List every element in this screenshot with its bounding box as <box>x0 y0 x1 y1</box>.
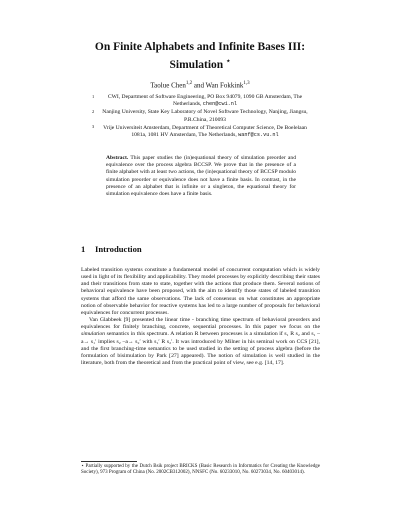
footnote-rule <box>81 461 137 462</box>
affiliations <box>92 94 310 140</box>
title-line-1: On Finite Alphabets and Infinite Bases III: <box>94 41 306 53</box>
author-1-affil: 1,2 <box>185 81 193 86</box>
footnote-mark: ⋆ <box>81 464 85 469</box>
section-number: 1 <box>81 244 86 254</box>
title-line-2 <box>60 54 340 72</box>
abstract-label: Abstract. <box>106 155 129 161</box>
paragraph-2 <box>81 317 320 367</box>
footnote <box>81 464 320 477</box>
paragraph-2-rest: semantics in this spectrum. A relation R between processes is a simulation if s₁ R s₂ and s₁ –a→ s₁′ implies s₂ –a→ s₂′ with s₁′ R s₂′. It was introduced by Milner in his seminal work on CCS [21], and the first branching-time semantics to be used studied in the setting of process algebra (before the formulation of bisimulation by Park [27] appeared). The notion of simulation is well studied in the literature, both from the theoretical and from the practical point of view, see e.g. [14, 17]. <box>81 331 320 367</box>
affiliation-3-number: 3 <box>92 124 95 130</box>
paragraph-2-start: Van Glabbeek [9] presented the linear time - branching time spectrum of behavioral preorders and equivalences for finitely branching, concrete, sequential processes. In this paper we focus on the <box>81 317 320 331</box>
affiliation-1-email[interactable]: chen@cwi.nl <box>202 101 238 108</box>
paragraph-2-emphasis: simulation <box>81 331 106 338</box>
paragraph-1: Labeled transition systems constitute a fundamental model of concurrent computation which is widely used in light of its flexibility and applicability. They model processes by explicitly describing their states and their transitions from state to state, together with the actions that produce them. Several notions of behavioral equivalence have been proposed, with the aim to identify those states of labeled transition systems that afford the same observations. The lack of consensus on what constitutes an appropriate notion of observable behavior for reactive systems has led to a large number of proposals for behavioral equivalences for concurrent processes. <box>81 267 320 316</box>
body-text <box>81 267 320 367</box>
affiliation-1-text: CWI, Department of Software Engineering, PO Box 94079, 1090 GB Amsterdam, The Netherlands, <box>107 94 303 108</box>
abstract <box>106 155 296 198</box>
author-2-affil: 1,3 <box>243 81 250 86</box>
paper-title <box>60 40 340 72</box>
author-and: and Wan Fokkink <box>192 81 244 90</box>
section-heading <box>81 244 142 254</box>
footnote-text: Partially supported by the Dutch Bsik project BRICKS (Basic Research in Informatics for Creating the Knowledge Society), 973 Program of China (No. 2002CB312002), NNSFC (No. 60233010, No. 60273034, No. 60403014). <box>81 464 320 476</box>
affiliation-3-email[interactable]: wanf@cs.vu.nl <box>238 132 279 139</box>
affiliation-3-text: Vrije Universiteit Amsterdam, Department of Theoretical Computer Science, De Boelelaan 1081a, 1081 HV Amsterdam, The Netherlands, <box>103 124 307 139</box>
affiliation-2 <box>92 109 310 124</box>
affiliation-1 <box>92 94 310 109</box>
affiliation-1-number: 1 <box>92 93 95 99</box>
title-line-2-text: Simulation <box>169 58 224 71</box>
author-line <box>60 79 340 90</box>
affiliation-2-text: Nanjing University, State Key Laboratory of Novel Software Technology, Nanjing, Jiangsu, P.R.China, 210093 <box>102 109 308 123</box>
abstract-text: This paper studies the (in)equational theory of simulation preorder and equivalence over the process algebra BCCSP. We prove that in the presence of a finite alphabet with at least two actions, the (in)equational theory of BCCSP modulo simulation preorder or equivalence does not have a finite basis. In contrast, in the presence of an alphabet that is infinite or a singleton, the equational theory for simulation equivalence does have a finite basis. <box>106 155 296 198</box>
author-name-1: Taolue Chen <box>150 81 186 90</box>
affiliation-2-number: 2 <box>92 108 95 114</box>
title-footnote-mark: ⋆ <box>226 57 231 65</box>
section-title: Introduction <box>95 244 142 254</box>
affiliation-3 <box>92 125 310 140</box>
